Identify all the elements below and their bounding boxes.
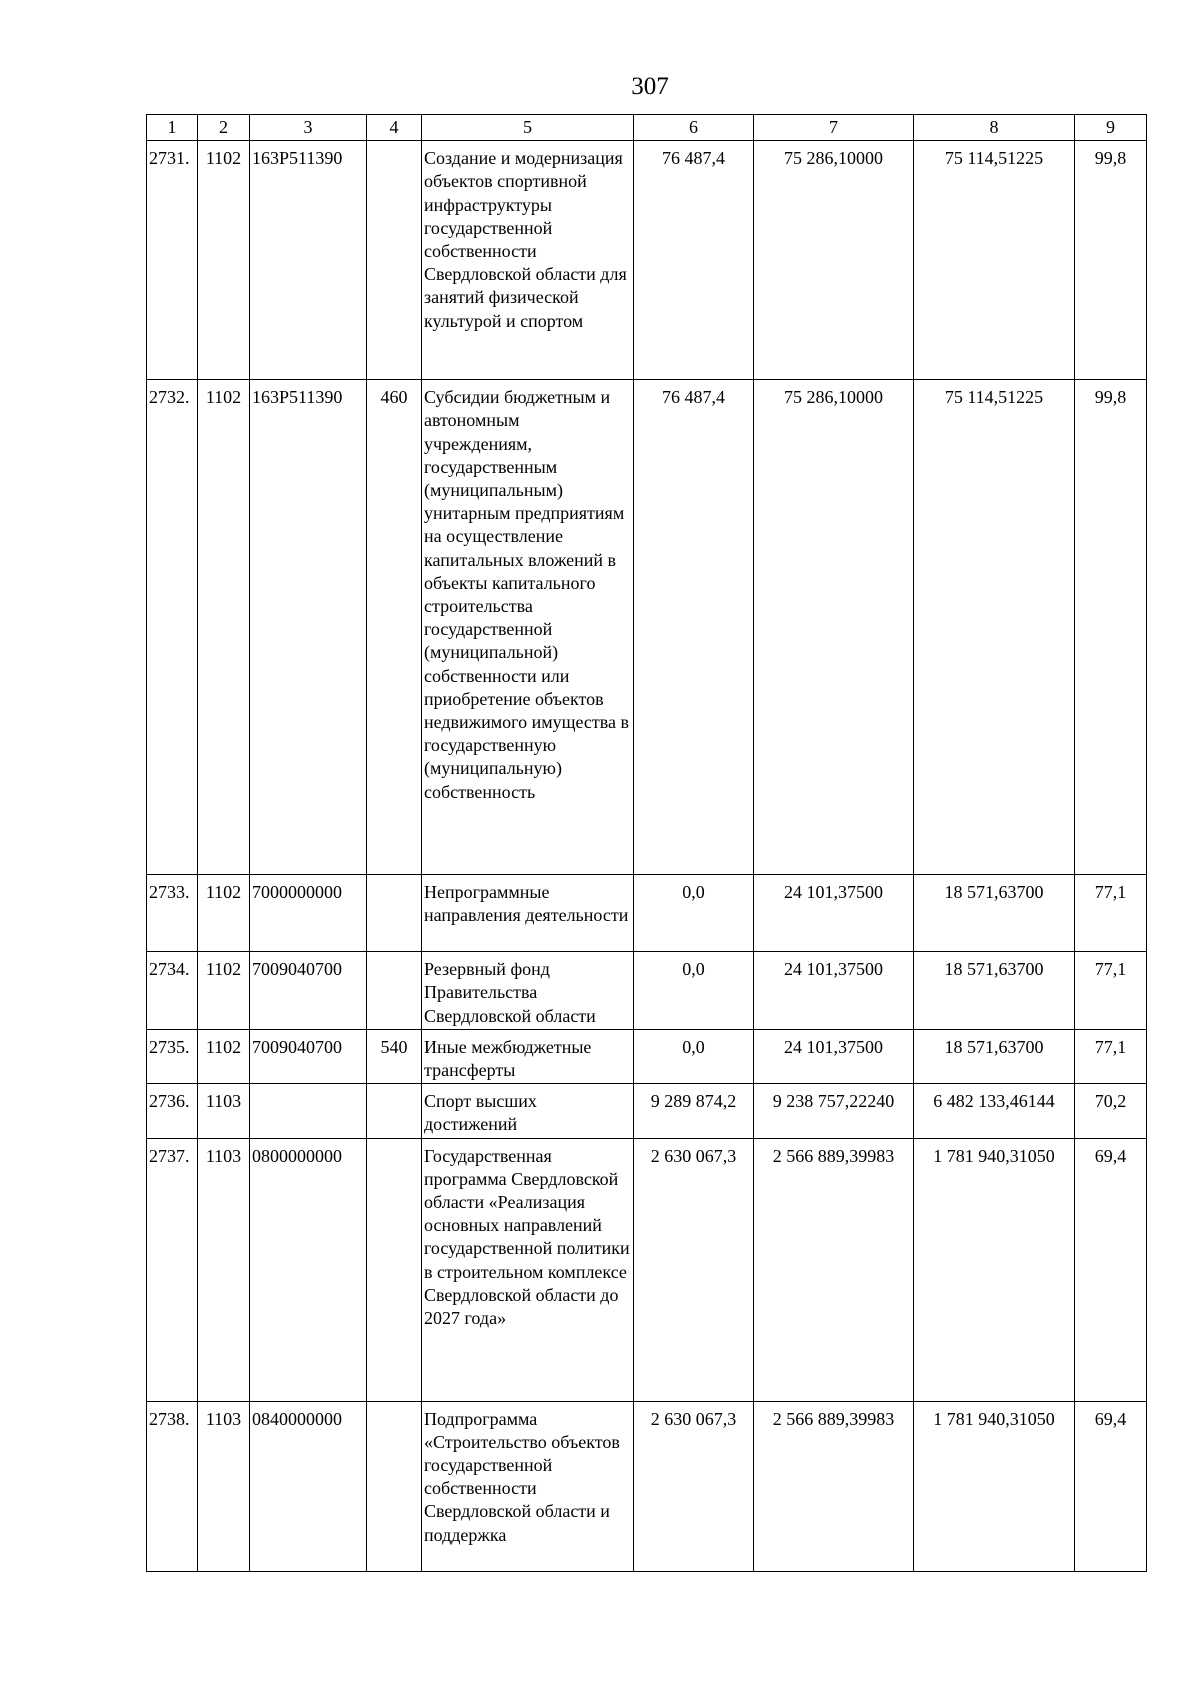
item-name: Резервный фонд Правительства Свердловской области <box>422 952 634 1030</box>
table-row <box>147 1138 1147 1401</box>
table-row <box>147 952 1147 1030</box>
row-number: 2732. <box>147 380 198 875</box>
section-code: 1102 <box>198 1029 250 1083</box>
approved-amount: 76 487,4 <box>634 141 754 380</box>
expense-type-code <box>367 1401 422 1571</box>
header-col-5: 5 <box>422 115 634 141</box>
header-col-3: 3 <box>250 115 367 141</box>
item-name: Спорт высших достижений <box>422 1084 634 1138</box>
section-code: 1102 <box>198 380 250 875</box>
execution-percent: 77,1 <box>1075 875 1147 952</box>
header-col-6: 6 <box>634 115 754 141</box>
row-number: 2733. <box>147 875 198 952</box>
approved-amount: 76 487,4 <box>634 380 754 875</box>
item-name: Субсидии бюджетным и автономным учреждениям, государственным (муниципальным) унитарным предприятиям на осуществление капитальных вложений в объекты капитального строительства государственной (муниципальной) собственности или приобретение объектов недвижимого имущества в государственную (муниципальную) собственность <box>422 380 634 875</box>
execution-percent: 99,8 <box>1075 141 1147 380</box>
planned-amount: 24 101,37500 <box>754 952 914 1030</box>
target-code: 163P511390 <box>250 380 367 875</box>
table-row <box>147 875 1147 952</box>
executed-amount: 18 571,63700 <box>914 952 1075 1030</box>
expense-type-code: 460 <box>367 380 422 875</box>
section-code: 1103 <box>198 1084 250 1138</box>
header-col-2: 2 <box>198 115 250 141</box>
expense-type-code <box>367 875 422 952</box>
execution-percent: 99,8 <box>1075 380 1147 875</box>
row-number: 2734. <box>147 952 198 1030</box>
approved-amount: 0,0 <box>634 952 754 1030</box>
section-code: 1102 <box>198 141 250 380</box>
row-number: 2738. <box>147 1401 198 1571</box>
executed-amount: 75 114,51225 <box>914 141 1075 380</box>
executed-amount: 18 571,63700 <box>914 1029 1075 1083</box>
target-code <box>250 1084 367 1138</box>
approved-amount: 2 630 067,3 <box>634 1138 754 1401</box>
table-header <box>147 115 1147 141</box>
approved-amount: 2 630 067,3 <box>634 1401 754 1571</box>
header-col-8: 8 <box>914 115 1075 141</box>
item-name: Иные межбюджетные трансферты <box>422 1029 634 1083</box>
target-code: 163P511390 <box>250 141 367 380</box>
execution-percent: 77,1 <box>1075 1029 1147 1083</box>
section-code: 1103 <box>198 1138 250 1401</box>
expense-type-code: 540 <box>367 1029 422 1083</box>
planned-amount: 75 286,10000 <box>754 380 914 875</box>
table-row <box>147 1029 1147 1083</box>
target-code: 7000000000 <box>250 875 367 952</box>
row-number: 2736. <box>147 1084 198 1138</box>
section-code: 1102 <box>198 875 250 952</box>
execution-percent: 69,4 <box>1075 1138 1147 1401</box>
header-col-7: 7 <box>754 115 914 141</box>
item-name: Непрограммные направления деятельности <box>422 875 634 952</box>
header-col-4: 4 <box>367 115 422 141</box>
approved-amount: 9 289 874,2 <box>634 1084 754 1138</box>
expense-type-code <box>367 141 422 380</box>
budget-table <box>146 114 1147 1572</box>
planned-amount: 2 566 889,39983 <box>754 1401 914 1571</box>
planned-amount: 9 238 757,22240 <box>754 1084 914 1138</box>
target-code: 0800000000 <box>250 1138 367 1401</box>
table-row <box>147 380 1147 875</box>
table-row <box>147 1084 1147 1138</box>
expense-type-code <box>367 1138 422 1401</box>
page-number: 307 <box>631 73 669 100</box>
target-code: 7009040700 <box>250 1029 367 1083</box>
target-code: 7009040700 <box>250 952 367 1030</box>
item-name: Подпрограмма «Строительство объектов государственной собственности Свердловской области и поддержка <box>422 1401 634 1571</box>
planned-amount: 24 101,37500 <box>754 875 914 952</box>
target-code: 0840000000 <box>250 1401 367 1571</box>
execution-percent: 70,2 <box>1075 1084 1147 1138</box>
executed-amount: 6 482 133,46144 <box>914 1084 1075 1138</box>
planned-amount: 24 101,37500 <box>754 1029 914 1083</box>
executed-amount: 18 571,63700 <box>914 875 1075 952</box>
planned-amount: 75 286,10000 <box>754 141 914 380</box>
planned-amount: 2 566 889,39983 <box>754 1138 914 1401</box>
header-col-1: 1 <box>147 115 198 141</box>
section-code: 1102 <box>198 952 250 1030</box>
item-name: Создание и модернизация объектов спортивной инфраструктуры государственной собственности Свердловской области для занятий физической культурой и спортом <box>422 141 634 380</box>
section-code: 1103 <box>198 1401 250 1571</box>
approved-amount: 0,0 <box>634 1029 754 1083</box>
table-body <box>147 141 1147 1571</box>
expense-type-code <box>367 1084 422 1138</box>
table-row <box>147 1401 1147 1571</box>
execution-percent: 69,4 <box>1075 1401 1147 1571</box>
row-number: 2737. <box>147 1138 198 1401</box>
executed-amount: 75 114,51225 <box>914 380 1075 875</box>
executed-amount: 1 781 940,31050 <box>914 1401 1075 1571</box>
executed-amount: 1 781 940,31050 <box>914 1138 1075 1401</box>
header-col-9: 9 <box>1075 115 1147 141</box>
item-name: Государственная программа Свердловской области «Реализация основных направлений государственной политики в строительном комплексе Свердловской области до 2027 года» <box>422 1138 634 1401</box>
row-number: 2735. <box>147 1029 198 1083</box>
row-number: 2731. <box>147 141 198 380</box>
expense-type-code <box>367 952 422 1030</box>
table-row <box>147 141 1147 380</box>
header-row <box>147 115 1147 141</box>
execution-percent: 77,1 <box>1075 952 1147 1030</box>
approved-amount: 0,0 <box>634 875 754 952</box>
